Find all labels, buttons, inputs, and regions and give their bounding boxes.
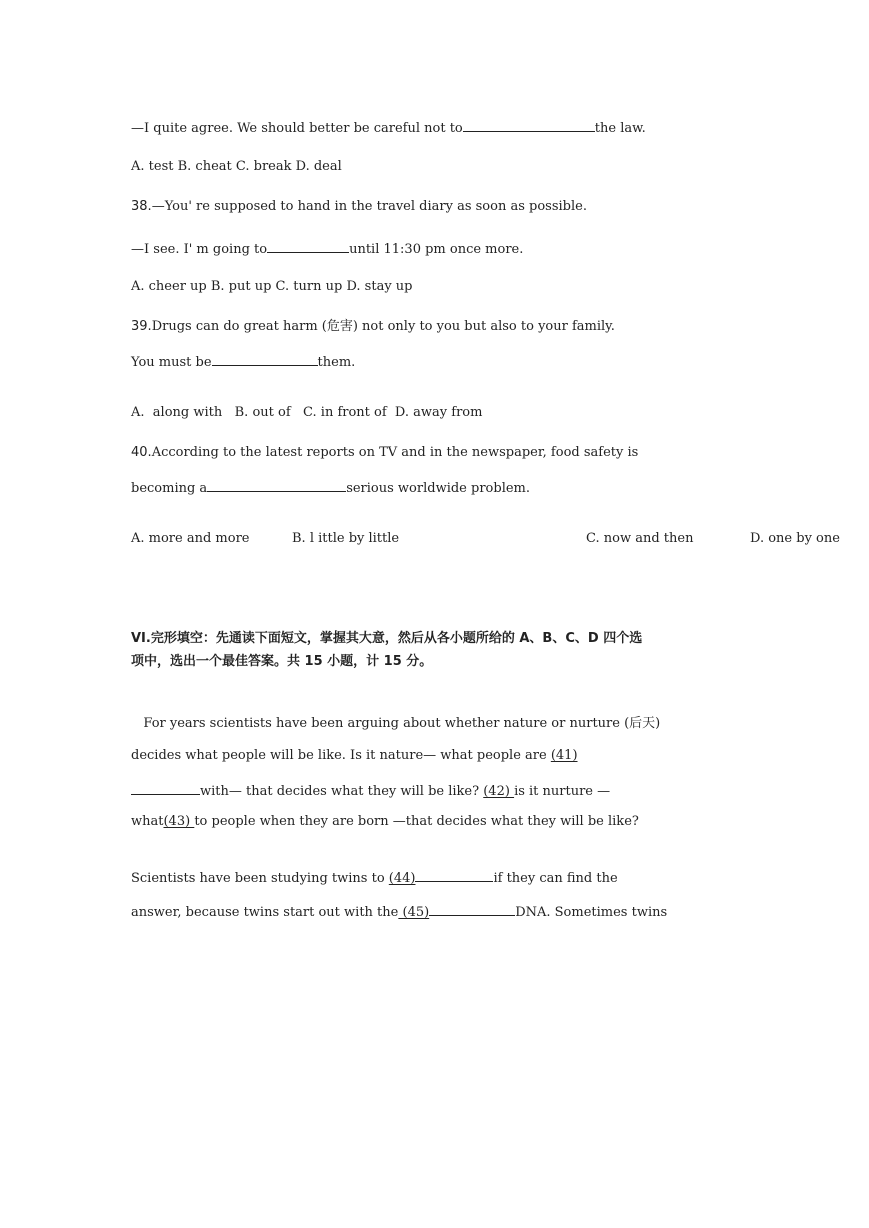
blank-41-label: (41) [550,748,578,763]
q37-options: A. test B. cheat C. break D. deal [131,159,342,174]
passage-line6-text: DNA. Sometimes twins [515,905,668,920]
q40-option-a: A. more and more [131,531,250,546]
q39-options: A. along with B. out of C. in front of D. away from [131,405,483,420]
q38-suffix: until 11:30 pm once more. [349,242,524,257]
q39-question [131,318,615,336]
q40-question [131,444,638,462]
q37-suffix: the law. [594,121,646,136]
passage-line4 [131,813,639,831]
q40-option-c: C. now and then [586,531,694,546]
q38-number: 38. [131,199,152,214]
q40-line1: According to the latest reports on TV and in the newspaper, food safety is [151,445,639,460]
q38-options: A. cheer up B. put up C. turn up D. stay up [131,279,413,294]
passage-line5-pre: Scientists have been studying twins to [131,871,389,886]
q40-blank [207,477,346,492]
q40-suffix: serious worldwide problem. [346,481,531,496]
section-title-line1 [131,630,642,648]
blank-42-label: (42) [483,784,515,799]
passage-line6-pre: answer, because twins start out with the [131,905,399,920]
q39-suffix: them. [317,355,356,370]
passage-line4-text: to people when they are born —that decides what they will be like? [194,814,639,829]
passage-line1: For years scientists have been arguing about whether nature or nurture (后天) [131,716,661,731]
blank-44 [415,867,493,882]
q37-answer-line [131,117,646,138]
blank-44-label: (44) [388,871,416,886]
q37-blank [463,117,595,132]
blank-41 [131,780,200,795]
passage-line3 [131,780,610,801]
blank-45 [429,901,515,916]
q39-prefix: You must be [131,355,212,370]
q40-answer-line [131,477,530,498]
section-title1: 完形填空：先通读下面短文，掌握其大意，然后从各小题所给的 A、B、C、D 四个选 [150,631,643,646]
passage-line3-text: with— that decides what they will be like? [200,784,484,799]
q39-line1: Drugs can do great harm (危害) not only to you but also to your family. [151,319,615,334]
q38-prefix: —I see. I' m going to [131,242,268,257]
q40-prefix: becoming a [131,481,208,496]
q40-option-b: B. l ittle by little [292,531,400,546]
blank-45-label: (45) [398,905,430,920]
q38-blank [267,238,349,253]
blank-43-label: (43) [163,814,195,829]
q39-number: 39. [131,319,152,334]
passage-line5-text: if they can find the [493,871,618,886]
passage-line4-pre: what [131,814,164,829]
passage-line3-end: is it nurture — [514,784,611,799]
passage-line2-text: decides what people will be like. Is it nature— what people are [131,748,551,763]
passage-line6 [131,901,667,922]
q40-option-d: D. one by one [750,531,840,546]
section-label: VI. [131,631,151,646]
q38-line1: —You' re supposed to hand in the travel diary as soon as possible. [151,199,587,214]
q37-prefix: —I quite agree. We should better be careful not to [131,121,463,136]
q39-answer-line [131,351,355,372]
q39-blank [212,351,318,366]
q40-number: 40. [131,445,152,460]
passage-line5 [131,867,618,888]
section-title-line2: 项中，选出一个最佳答案。共 15 小题，计 15 分。 [131,654,433,669]
q38-answer-line [131,238,523,259]
q38-question [131,198,587,216]
passage-line2 [131,747,578,765]
